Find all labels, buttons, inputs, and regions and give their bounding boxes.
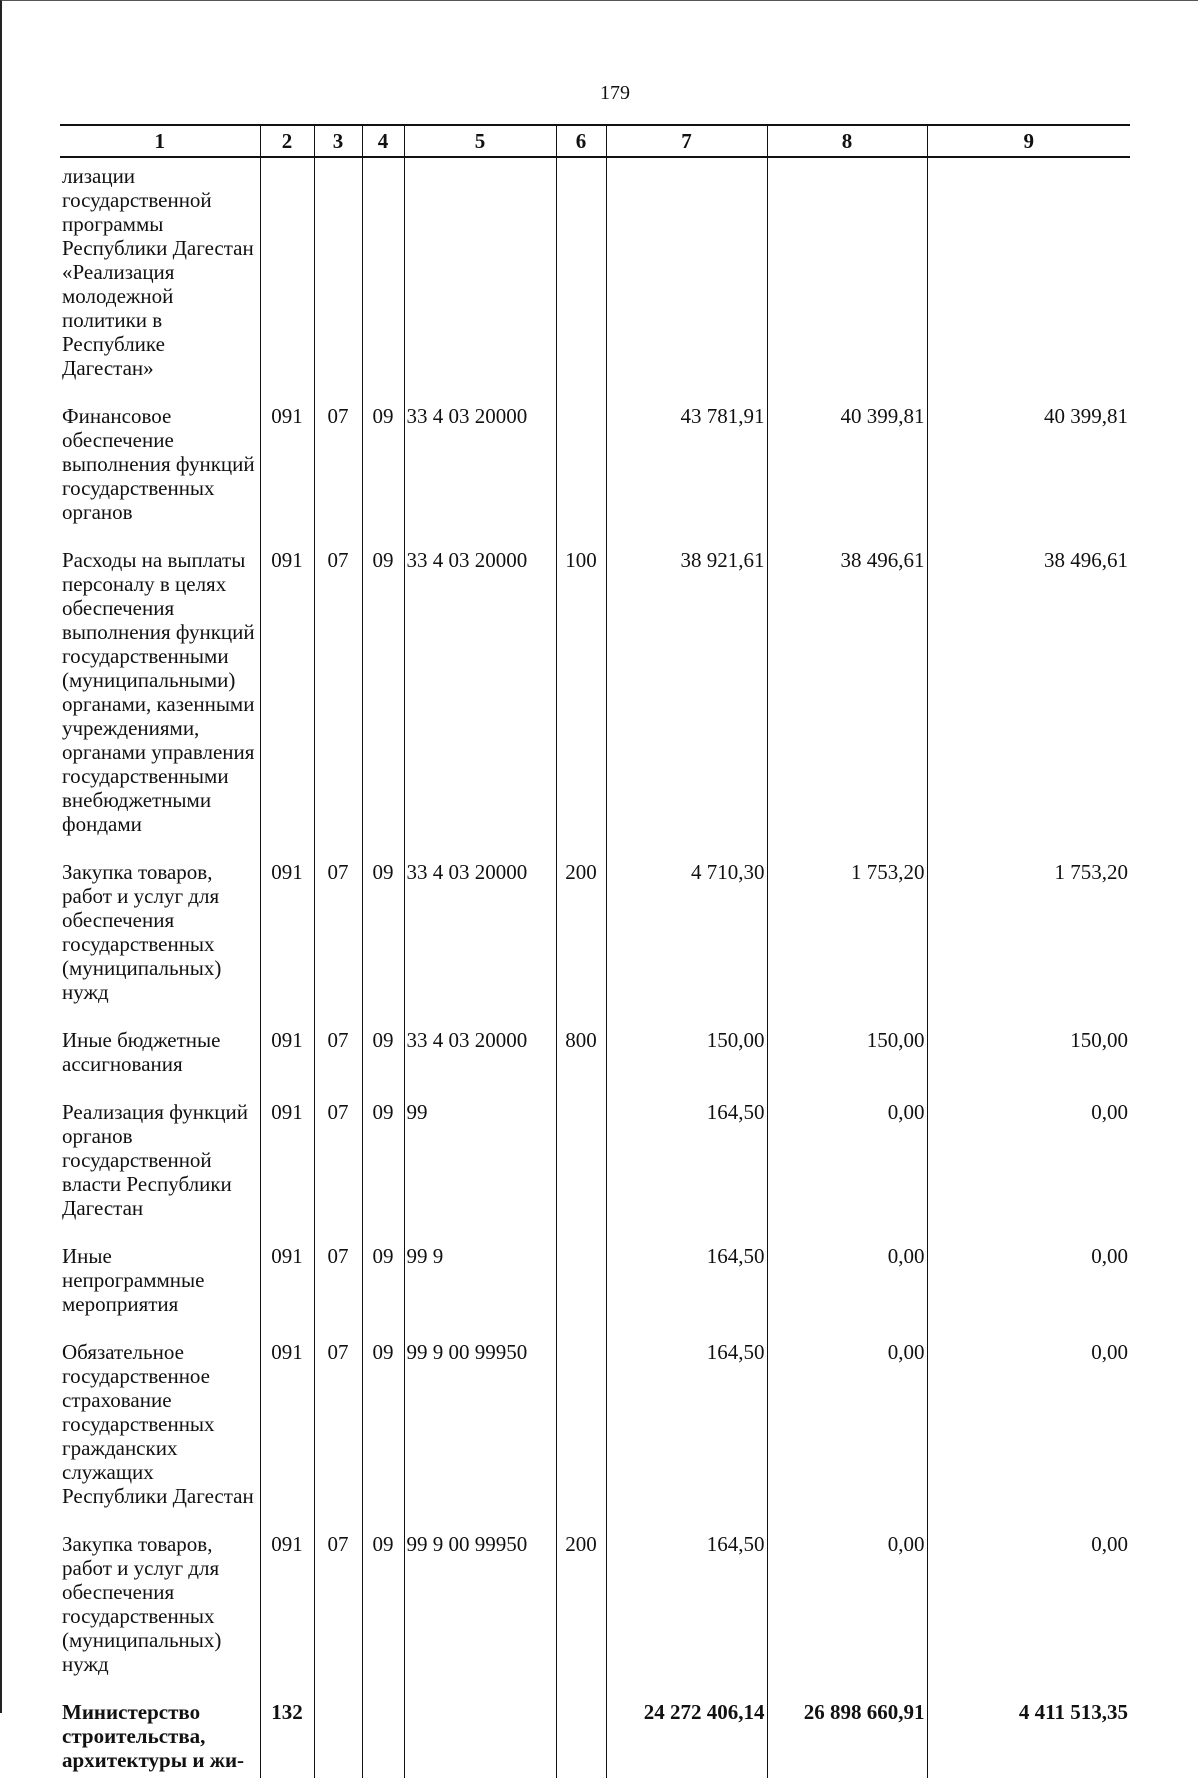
- cell-col9: 150,00: [927, 1018, 1130, 1090]
- cell-col2: 091: [260, 538, 314, 850]
- cell-col7: 43 781,91: [606, 394, 767, 538]
- cell-col9: 40 399,81: [927, 394, 1130, 538]
- cell-col2: 091: [260, 1330, 314, 1522]
- cell-col8: [767, 157, 927, 394]
- cell-col8: 0,00: [767, 1234, 927, 1330]
- cell-col2: 091: [260, 1234, 314, 1330]
- cell-col3: [314, 1690, 362, 1778]
- cell-col4: [362, 157, 404, 394]
- row-name: Иные бюджетные ассигнования: [62, 1028, 221, 1076]
- cell-col4: 09: [362, 1018, 404, 1090]
- col-header-2: 2: [260, 125, 314, 157]
- cell-col7: 164,50: [606, 1234, 767, 1330]
- row-name: Министерство строительства, архитектуры и жи-: [62, 1700, 245, 1772]
- cell-col5: [404, 1690, 556, 1778]
- row-name: лизации государственной программы Республики Дагестан «Реализация молодежной политики в Республике Дагестан»: [62, 164, 254, 380]
- cell-col6: 200: [556, 1522, 606, 1690]
- cell-col9: 38 496,61: [927, 538, 1130, 850]
- row-name: Расходы на выплаты персоналу в целях обеспечения выполнения функций государственными (муниципальными) органами, казенными учреждениями, органами управления государственными внебюджетными фондами: [62, 548, 255, 836]
- cell-col9: 0,00: [927, 1090, 1130, 1234]
- cell-col4: 09: [362, 1330, 404, 1522]
- cell-col2: 091: [260, 394, 314, 538]
- cell-col6: [556, 1330, 606, 1522]
- cell-col8: 40 399,81: [767, 394, 927, 538]
- row-name: Закупка товаров, работ и услуг для обеспечения государственных (муниципальных) нужд: [62, 1532, 222, 1676]
- table-row: [60, 394, 1130, 538]
- cell-col2: 091: [260, 1522, 314, 1690]
- cell-col8: 38 496,61: [767, 538, 927, 850]
- cell-col4: 09: [362, 394, 404, 538]
- cell-col6: 200: [556, 850, 606, 1018]
- cell-col3: 07: [314, 394, 362, 538]
- row-name: Закупка товаров, работ и услуг для обеспечения государственных (муниципальных) нужд: [62, 860, 222, 1004]
- cell-col9: 0,00: [927, 1522, 1130, 1690]
- col-header-1: 1: [60, 125, 260, 157]
- cell-col3: 07: [314, 1090, 362, 1234]
- cell-col5: 33 4 03 20000: [404, 1018, 556, 1090]
- cell-col8: 0,00: [767, 1522, 927, 1690]
- cell-col5: 33 4 03 20000: [404, 538, 556, 850]
- row-name: Обязательное государственное страхование государственных гражданских служащих Республики Дагестан: [62, 1340, 254, 1508]
- page-number: 179: [600, 82, 630, 104]
- cell-col6: [556, 1690, 606, 1778]
- cell-col3: 07: [314, 1018, 362, 1090]
- budget-table: [60, 124, 1130, 1778]
- cell-col3: 07: [314, 850, 362, 1018]
- cell-col7: 164,50: [606, 1330, 767, 1522]
- cell-col6: [556, 1234, 606, 1330]
- cell-col5: 33 4 03 20000: [404, 394, 556, 538]
- cell-col6: 100: [556, 538, 606, 850]
- cell-col8: 26 898 660,91: [767, 1690, 927, 1778]
- cell-col4: 09: [362, 538, 404, 850]
- col-header-5: 5: [404, 125, 556, 157]
- table-row: [60, 850, 1130, 1018]
- cell-col5: 99 9 00 99950: [404, 1330, 556, 1522]
- cell-col5: 99 9: [404, 1234, 556, 1330]
- col-header-9: 9: [927, 125, 1130, 157]
- cell-col3: 07: [314, 1522, 362, 1690]
- table-row: [60, 538, 1130, 850]
- table-row: [60, 1090, 1130, 1234]
- cell-col2: 091: [260, 1090, 314, 1234]
- cell-col3: 07: [314, 1330, 362, 1522]
- cell-col8: 150,00: [767, 1018, 927, 1090]
- cell-col4: 09: [362, 1234, 404, 1330]
- table-row: [60, 157, 1130, 394]
- table-row: [60, 1330, 1130, 1522]
- cell-col2: 091: [260, 850, 314, 1018]
- cell-col5: 99: [404, 1090, 556, 1234]
- cell-col6: [556, 394, 606, 538]
- cell-col7: 164,50: [606, 1090, 767, 1234]
- cell-col2: [260, 157, 314, 394]
- cell-col3: [314, 157, 362, 394]
- row-name: Финансовое обеспечение выполнения функций государственных органов: [62, 404, 255, 524]
- cell-col4: 09: [362, 850, 404, 1018]
- cell-col7: [606, 157, 767, 394]
- col-header-8: 8: [767, 125, 927, 157]
- row-name: Реализация функций органов государственной власти Республики Дагестан: [62, 1100, 248, 1220]
- cell-col5: 33 4 03 20000: [404, 850, 556, 1018]
- cell-col7: 4 710,30: [606, 850, 767, 1018]
- cell-col2: 132: [260, 1690, 314, 1778]
- cell-col5: [404, 157, 556, 394]
- cell-col8: 0,00: [767, 1090, 927, 1234]
- col-header-4: 4: [362, 125, 404, 157]
- cell-col5: 99 9 00 99950: [404, 1522, 556, 1690]
- cell-col8: 1 753,20: [767, 850, 927, 1018]
- col-header-3: 3: [314, 125, 362, 157]
- cell-col9: 4 411 513,35: [927, 1690, 1130, 1778]
- cell-col8: 0,00: [767, 1330, 927, 1522]
- cell-col9: 0,00: [927, 1330, 1130, 1522]
- cell-col6: [556, 1090, 606, 1234]
- cell-col7: 164,50: [606, 1522, 767, 1690]
- cell-col2: 091: [260, 1018, 314, 1090]
- cell-col7: 150,00: [606, 1018, 767, 1090]
- cell-col3: 07: [314, 1234, 362, 1330]
- cell-col7: 24 272 406,14: [606, 1690, 767, 1778]
- cell-col4: [362, 1690, 404, 1778]
- table-row: [60, 1018, 1130, 1090]
- cell-col6: [556, 157, 606, 394]
- cell-col9: [927, 157, 1130, 394]
- row-name: Иные непрограммные мероприятия: [62, 1244, 205, 1316]
- table-row: [60, 1690, 1130, 1778]
- cell-col4: 09: [362, 1090, 404, 1234]
- cell-col9: 1 753,20: [927, 850, 1130, 1018]
- cell-col7: 38 921,61: [606, 538, 767, 850]
- col-header-6: 6: [556, 125, 606, 157]
- table-row: [60, 1522, 1130, 1690]
- cell-col3: 07: [314, 538, 362, 850]
- header-row: [60, 125, 1130, 157]
- cell-col4: 09: [362, 1522, 404, 1690]
- cell-col9: 0,00: [927, 1234, 1130, 1330]
- cell-col6: 800: [556, 1018, 606, 1090]
- col-header-7: 7: [606, 125, 767, 157]
- table-row: [60, 1234, 1130, 1330]
